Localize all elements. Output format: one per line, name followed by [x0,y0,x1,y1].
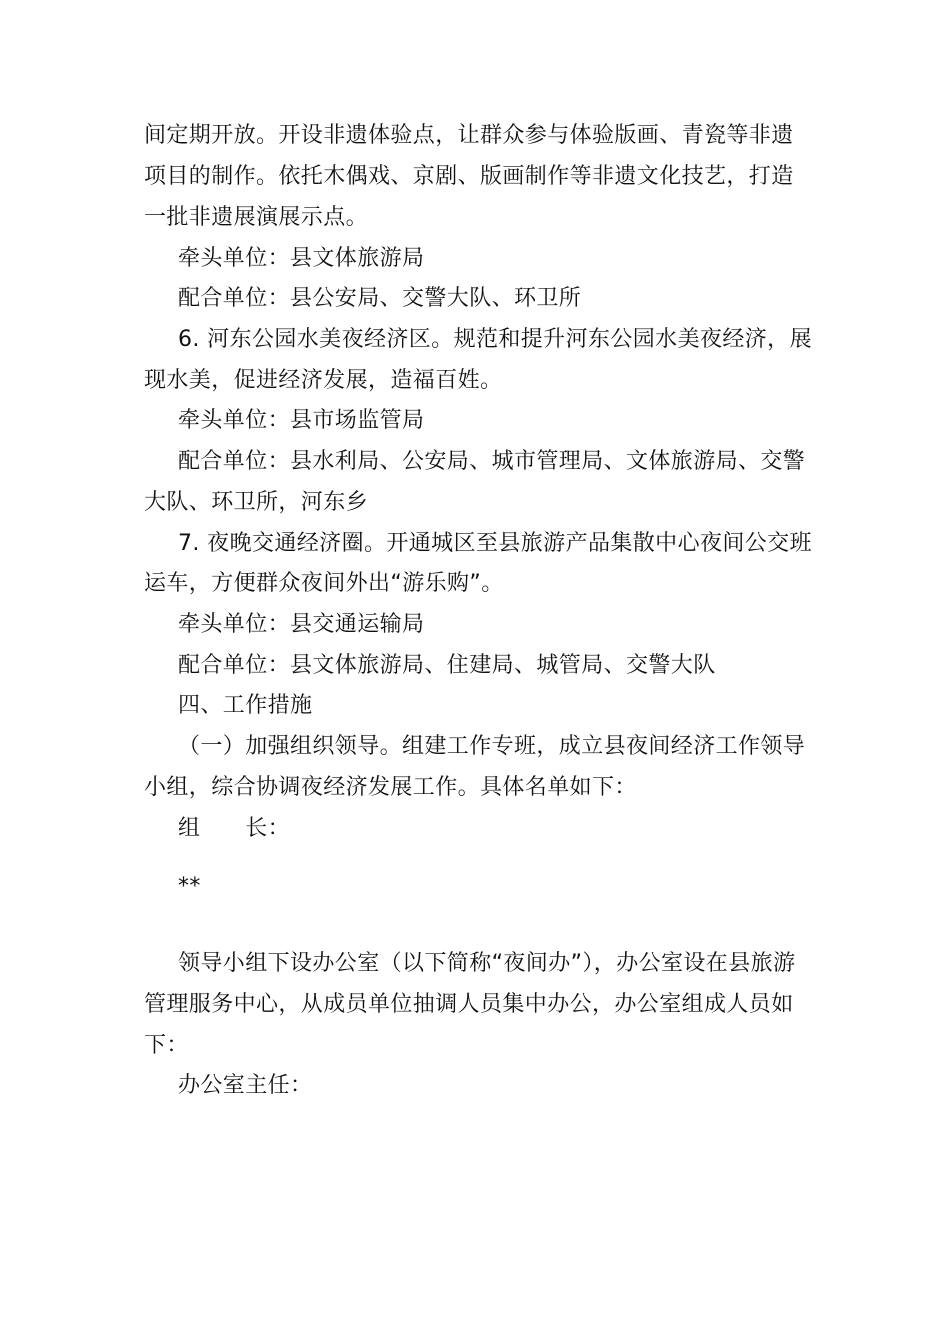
office-director-label: 办公室主任： [178,1073,313,1098]
item-heading-line: 6. 河东公园水美夜经济区。规范和提升河东公园水美夜经济，展 [178,327,812,352]
body-text-line: 大队、环卫所，河东乡 [144,490,369,515]
body-text-line: 小组，综合协调夜经济发展工作。具体名单如下： [144,775,637,800]
lead-unit-line: 牵头单位：县市场监管局 [178,408,425,433]
subsection-heading-line: （一）加强组织领导。组建工作专班，成立县夜间经济工作领导 [178,734,806,759]
coop-unit-line: 配合单位：县水利局、公安局、城市管理局、文体旅游局、交警 [178,449,806,474]
body-text-line: 领导小组下设办公室（以下简称“夜间办”），办公室设在县旅游 [178,951,796,976]
body-text-line: 下： [144,1033,189,1058]
body-text-line: 现水美，促进经济发展，造福百姓。 [144,368,503,393]
group-leader-label: 组 长： [178,816,291,841]
redacted-name: ** [178,874,201,899]
coop-unit-line: 配合单位：县文体旅游局、住建局、城管局、交警大队 [178,653,716,678]
item-heading-line: 7. 夜晚交通经济圈。开通城区至县旅游产品集散中心夜间公交班 [178,531,812,556]
body-text-line: 运车，方便群众夜间外出“游乐购”。 [144,571,504,596]
coop-unit-line: 配合单位：县公安局、交警大队、环卫所 [178,286,582,311]
lead-unit-line: 牵头单位：县交通运输局 [178,612,425,637]
body-text-line: 间定期开放。开设非遗体验点，让群众参与体验版画、青瓷等非遗 [144,123,794,148]
section-heading: 四、工作措施 [178,693,313,718]
body-text-line: 项目的制作。依托木偶戏、京剧、版画制作等非遗文化技艺，打造 [144,164,794,189]
body-text-line: 一批非遗展演展示点。 [144,205,369,230]
body-text-line: 管理服务中心，从成员单位抽调人员集中办公，办公室组成人员如 [144,992,794,1017]
lead-unit-line: 牵头单位：县文体旅游局 [178,246,425,271]
